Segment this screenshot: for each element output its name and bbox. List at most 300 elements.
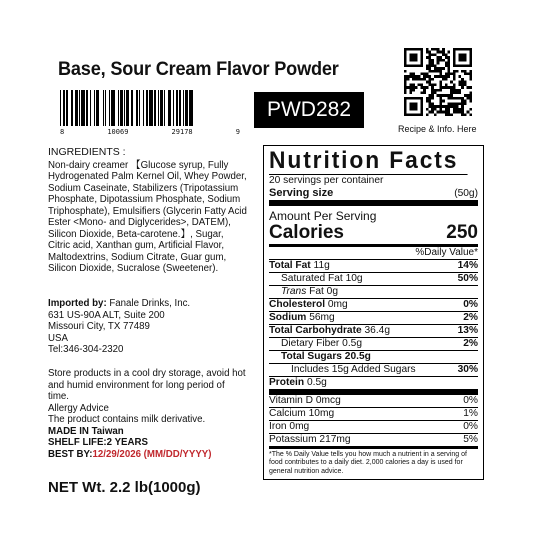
qr-module xyxy=(426,48,429,51)
qr-module xyxy=(458,83,461,86)
qr-module xyxy=(450,81,453,84)
qr-module xyxy=(450,94,453,97)
nutrient-dv: 30% xyxy=(457,364,478,375)
qr-module xyxy=(439,105,442,108)
qr-module xyxy=(439,102,442,105)
qr-module xyxy=(442,48,445,51)
qr-module xyxy=(423,75,426,78)
qr-module xyxy=(437,56,440,59)
qr-module xyxy=(442,100,445,103)
qr-module xyxy=(450,92,453,95)
qr-module xyxy=(464,102,467,105)
qr-module xyxy=(437,94,440,97)
qr-module xyxy=(448,86,451,89)
qr-module xyxy=(431,64,434,67)
qr-module xyxy=(431,78,434,81)
qr-module xyxy=(461,100,464,103)
qr-module xyxy=(469,92,472,95)
qr-module xyxy=(458,81,461,84)
importer-section xyxy=(48,298,248,356)
qr-module xyxy=(428,67,431,70)
allergy-title: Allergy Advice xyxy=(48,402,109,414)
barcode-digit-group: 29178 xyxy=(171,128,193,136)
qr-module xyxy=(404,86,407,89)
qr-module xyxy=(467,94,470,97)
qr-module xyxy=(448,111,451,114)
qr-module xyxy=(453,102,456,105)
qr-module xyxy=(434,53,437,56)
nutrient-dv: 0% xyxy=(463,299,478,310)
nutrient-label: Saturated Fat xyxy=(281,273,343,284)
ingredients-text: Non-dairy creamer 【Glucose syrup, Fully Hydrogenated Palm Kernel Oil, Whey Powder, Sodium Caseinate, Stabilizers (Tripotassium Phosphate, Dipotassium Phosphate, Sodium Triphosphate), Emulsifiers (Glycerin Fatty Acid Ester <Mono- and Diglycerides>, DATEM), Silicon Dioxide, Beta-carotene.】, Sugar, Citric acid, Xanthan gum, Artificial Flavor, Maltodextrins, Sodium Citrate, Guar gum, Silicon Dioxide, Sucralose (Sweetener). xyxy=(48,159,247,274)
importer-address-line: Missouri City, TX 77489 xyxy=(48,321,150,332)
nutrient-dv: 13% xyxy=(457,325,478,336)
nutrient-amount: 11g xyxy=(313,260,330,271)
qr-module xyxy=(428,75,431,78)
nutrient-amount: 10mg xyxy=(308,408,335,419)
qr-label: Recipe & Info. Here xyxy=(398,124,477,134)
qr-module xyxy=(437,51,440,54)
qr-module xyxy=(439,70,442,73)
qr-module xyxy=(431,97,434,100)
qr-module xyxy=(461,111,464,114)
qr-module xyxy=(428,64,431,67)
qr-module xyxy=(442,78,445,81)
importer-name: Fanale Drinks, Inc. xyxy=(106,298,191,309)
qr-module xyxy=(456,111,459,114)
qr-module xyxy=(453,108,456,111)
qr-module xyxy=(415,78,418,81)
qr-module xyxy=(453,92,456,95)
qr-module xyxy=(426,97,429,100)
barcode-digits xyxy=(60,128,240,136)
qr-module xyxy=(437,75,440,78)
nutrient-amount: 0.5g xyxy=(306,377,327,388)
nutrient-dv: 2% xyxy=(463,312,478,323)
vitamin-row xyxy=(269,421,478,434)
qr-module xyxy=(404,92,407,95)
qr-module xyxy=(453,86,456,89)
qr-module xyxy=(426,72,429,75)
qr-module xyxy=(445,75,448,78)
nutrient-amount: Fat 0g xyxy=(306,286,339,297)
qr-module xyxy=(437,89,440,92)
qr-module xyxy=(458,111,461,114)
qr-module xyxy=(439,89,442,92)
qr-module xyxy=(461,105,464,108)
qr-module xyxy=(437,67,440,70)
nutrient-label: Calcium xyxy=(269,408,306,419)
qr-module xyxy=(428,51,431,54)
qr-module xyxy=(461,86,464,89)
qr-module xyxy=(412,86,415,89)
qr-module xyxy=(445,78,448,81)
qr-module xyxy=(439,108,442,111)
qr-module xyxy=(450,86,453,89)
qr-module xyxy=(442,111,445,114)
qr-module xyxy=(426,113,429,116)
qr-module xyxy=(426,56,429,59)
qr-module xyxy=(428,62,431,65)
qr-module xyxy=(453,111,456,114)
qr-module xyxy=(428,100,431,103)
nutrient-row xyxy=(269,338,478,351)
qr-module xyxy=(445,83,448,86)
qr-module xyxy=(453,70,456,73)
qr-finder xyxy=(409,102,417,110)
qr-module xyxy=(469,86,472,89)
qr-module xyxy=(458,92,461,95)
daily-value-header: %Daily Value* xyxy=(269,247,478,260)
nutrient-dv: 2% xyxy=(463,338,478,349)
nutrient-label: Total Carbohydrate xyxy=(269,325,362,336)
qr-module xyxy=(418,78,421,81)
qr-module xyxy=(434,92,437,95)
barcode-bar xyxy=(193,90,194,126)
qr-module xyxy=(418,83,421,86)
qr-module xyxy=(448,102,451,105)
nutrient-amount: 20.5g xyxy=(344,351,371,362)
nutrient-row xyxy=(269,377,478,395)
qr-module xyxy=(434,75,437,78)
qr-module xyxy=(464,113,467,116)
qr-module xyxy=(439,111,442,114)
qr-module xyxy=(469,72,472,75)
importer-label: Imported by: xyxy=(48,298,107,309)
ingredients-title: INGREDIENTS : xyxy=(48,146,126,158)
nutrient-amount: 0mcg xyxy=(315,395,341,406)
nutrient-row xyxy=(269,312,478,325)
qr-module xyxy=(426,86,429,89)
qr-module xyxy=(431,105,434,108)
qr-module xyxy=(426,64,429,67)
qr-module xyxy=(442,86,445,89)
qr-module xyxy=(453,83,456,86)
qr-module xyxy=(448,105,451,108)
qr-module xyxy=(431,102,434,105)
qr-module xyxy=(439,86,442,89)
qr-module xyxy=(434,108,437,111)
qr-module xyxy=(431,53,434,56)
calories-row xyxy=(269,222,478,247)
qr-module xyxy=(404,78,407,81)
nutrient-dv: 1% xyxy=(463,408,478,419)
qr-module xyxy=(431,83,434,86)
qr-module xyxy=(415,75,418,78)
nutrient-label: Vitamin D xyxy=(269,395,313,406)
qr-module xyxy=(426,67,429,70)
qr-module xyxy=(453,72,456,75)
qr-module xyxy=(445,53,448,56)
qr-module xyxy=(469,97,472,100)
qr-module xyxy=(428,94,431,97)
storage-text: Store products in a cool dry storage, avoid hot and humid environment for long period of time. xyxy=(48,368,246,402)
barcode-icon xyxy=(60,90,240,138)
qr-module xyxy=(467,72,470,75)
qr-module xyxy=(426,108,429,111)
vitamin-row xyxy=(269,408,478,421)
serving-size-row xyxy=(269,187,478,206)
qr-module xyxy=(426,81,429,84)
qr-module xyxy=(456,92,459,95)
qr-module xyxy=(407,86,410,89)
nutrient-dv: 14% xyxy=(457,260,478,271)
qr-module xyxy=(439,75,442,78)
qr-module xyxy=(431,62,434,65)
qr-module xyxy=(450,89,453,92)
qr-module xyxy=(458,75,461,78)
qr-code-icon[interactable] xyxy=(404,48,472,116)
nutrient-dv: 5% xyxy=(463,434,478,445)
product-title: Base, Sour Cream Flavor Powder xyxy=(58,58,339,80)
nutrient-amount: 36.4g xyxy=(364,325,390,336)
qr-module xyxy=(461,81,464,84)
qr-module xyxy=(412,89,415,92)
qr-module xyxy=(404,81,407,84)
qr-module xyxy=(439,59,442,62)
qr-module xyxy=(448,70,451,73)
qr-module xyxy=(423,92,426,95)
qr-module xyxy=(428,97,431,100)
qr-module xyxy=(434,113,437,116)
qr-module xyxy=(453,97,456,100)
qr-module xyxy=(445,105,448,108)
qr-module xyxy=(428,56,431,59)
qr-module xyxy=(456,97,459,100)
qr-module xyxy=(404,75,407,78)
qr-module xyxy=(448,51,451,54)
qr-module xyxy=(423,72,426,75)
qr-module xyxy=(409,92,412,95)
qr-module xyxy=(439,97,442,100)
qr-module xyxy=(445,113,448,116)
shelf-life: SHELF LIFE:2 YEARS xyxy=(48,437,148,448)
qr-module xyxy=(439,56,442,59)
qr-module xyxy=(445,86,448,89)
qr-module xyxy=(412,78,415,81)
ingredients-section xyxy=(48,147,248,275)
qr-module xyxy=(437,62,440,65)
qr-module xyxy=(409,89,412,92)
qr-module xyxy=(409,83,412,86)
qr-module xyxy=(409,75,412,78)
qr-module xyxy=(442,59,445,62)
product-code-badge: PWD282 xyxy=(254,92,364,128)
qr-module xyxy=(458,89,461,92)
nutrient-label: Sodium xyxy=(269,312,307,323)
qr-module xyxy=(431,111,434,114)
nutrient-row xyxy=(269,325,478,338)
nutrient-label: Cholesterol xyxy=(269,299,326,310)
qr-module xyxy=(461,78,464,81)
qr-module xyxy=(420,78,423,81)
barcode-digit-group: 10069 xyxy=(107,128,129,136)
qr-module xyxy=(461,97,464,100)
qr-module xyxy=(434,83,437,86)
nutrient-amount: 0mg xyxy=(289,421,310,432)
qr-module xyxy=(437,105,440,108)
qr-module xyxy=(469,100,472,103)
qr-module xyxy=(448,94,451,97)
qr-module xyxy=(467,97,470,100)
qr-module xyxy=(439,51,442,54)
qr-module xyxy=(423,78,426,81)
qr-module xyxy=(469,70,472,73)
qr-module xyxy=(431,94,434,97)
qr-module xyxy=(442,94,445,97)
qr-module xyxy=(426,75,429,78)
qr-module xyxy=(469,75,472,78)
amount-per-serving: Amount Per Serving xyxy=(269,209,377,223)
qr-module xyxy=(404,83,407,86)
barcode-digit-group: 9 xyxy=(235,128,240,136)
qr-module xyxy=(461,102,464,105)
best-by-date: 12/29/2026 (MM/DD/YYYY) xyxy=(92,448,212,460)
qr-module xyxy=(464,100,467,103)
qr-module xyxy=(448,59,451,62)
qr-module xyxy=(426,51,429,54)
net-weight: NET Wt. 2.2 lb(1000g) xyxy=(48,479,201,496)
qr-module xyxy=(404,89,407,92)
qr-module xyxy=(407,78,410,81)
qr-module xyxy=(426,100,429,103)
importer-country: USA xyxy=(48,332,68,344)
qr-module xyxy=(431,92,434,95)
qr-module xyxy=(439,94,442,97)
qr-module xyxy=(434,48,437,51)
qr-module xyxy=(453,78,456,81)
qr-module xyxy=(428,102,431,105)
barcode-bars xyxy=(60,90,240,126)
nutrient-label: Total Sugars xyxy=(281,351,342,362)
best-by-label: BEST BY: xyxy=(48,448,93,460)
nutrient-dv: 0% xyxy=(463,395,478,406)
qr-module xyxy=(434,105,437,108)
qr-module xyxy=(445,56,448,59)
qr-module xyxy=(423,89,426,92)
qr-finder xyxy=(458,53,466,61)
calories-label: Calories xyxy=(269,222,344,243)
allergy-text: The product contains milk derivative. xyxy=(48,414,206,425)
qr-module xyxy=(450,97,453,100)
qr-module xyxy=(456,70,459,73)
vitamin-row xyxy=(269,434,478,449)
qr-module xyxy=(418,75,421,78)
qr-module xyxy=(431,59,434,62)
qr-module xyxy=(469,113,472,116)
nutrient-amount: 10g xyxy=(345,273,363,284)
nutrient-row xyxy=(269,273,478,286)
serving-size-label: Serving size xyxy=(269,187,334,199)
qr-module xyxy=(448,67,451,70)
qr-module xyxy=(428,59,431,62)
qr-module xyxy=(439,83,442,86)
nutrient-amount: 0.5g xyxy=(342,338,362,349)
qr-module xyxy=(456,89,459,92)
daily-value-footnote: *The % Daily Value tells you how much a nutrient in a serving of food contributes to a daily diet. 2,000 calories a day is used for general nutrition advice. xyxy=(269,451,467,475)
qr-module xyxy=(456,102,459,105)
qr-module xyxy=(450,102,453,105)
nutrient-row xyxy=(269,351,478,364)
qr-module xyxy=(448,113,451,116)
storage-section xyxy=(48,368,248,460)
qr-module xyxy=(458,102,461,105)
nutrient-label: Trans xyxy=(281,286,307,297)
nutrient-amount: 217mg xyxy=(319,434,351,445)
qr-module xyxy=(428,105,431,108)
qr-module xyxy=(448,97,451,100)
qr-module xyxy=(467,86,470,89)
qr-module xyxy=(420,92,423,95)
nutrient-label: Iron xyxy=(269,421,287,432)
qr-module xyxy=(437,111,440,114)
nutrient-label: Protein xyxy=(269,377,305,388)
qr-module xyxy=(428,53,431,56)
nutrient-row xyxy=(269,299,478,312)
qr-module xyxy=(464,83,467,86)
calories-value: 250 xyxy=(446,222,478,243)
nutrient-row xyxy=(269,286,478,299)
qr-module xyxy=(450,105,453,108)
vitamin-row xyxy=(269,395,478,408)
qr-module xyxy=(409,86,412,89)
qr-module xyxy=(409,72,412,75)
nutrient-label: Includes 15g Added Sugars xyxy=(291,364,416,375)
qr-module xyxy=(445,72,448,75)
qr-module xyxy=(437,59,440,62)
qr-module xyxy=(404,70,407,73)
qr-module xyxy=(464,81,467,84)
qr-module xyxy=(453,89,456,92)
qr-module xyxy=(434,70,437,73)
qr-module xyxy=(456,105,459,108)
qr-module xyxy=(442,67,445,70)
nutrient-label: Total Fat xyxy=(269,260,311,271)
qr-module xyxy=(448,72,451,75)
qr-module xyxy=(420,72,423,75)
qr-module xyxy=(448,56,451,59)
qr-module xyxy=(428,70,431,73)
qr-module xyxy=(448,75,451,78)
qr-module xyxy=(412,75,415,78)
qr-module xyxy=(415,86,418,89)
qr-module xyxy=(445,94,448,97)
qr-module xyxy=(445,108,448,111)
qr-module xyxy=(431,86,434,89)
nutrient-dv: 50% xyxy=(457,273,478,284)
nutrient-dv: 0% xyxy=(463,421,478,432)
qr-module xyxy=(464,72,467,75)
nutrition-facts-panel xyxy=(263,145,484,480)
qr-module xyxy=(464,94,467,97)
made-in: MADE IN Taiwan xyxy=(48,425,124,437)
nutrition-facts-title: Nutrition Facts xyxy=(269,148,468,175)
qr-module xyxy=(456,108,459,111)
qr-module xyxy=(420,83,423,86)
qr-module xyxy=(448,108,451,111)
qr-module xyxy=(453,75,456,78)
qr-module xyxy=(439,100,442,103)
nutrient-row xyxy=(269,364,478,377)
qr-module xyxy=(448,64,451,67)
qr-module xyxy=(434,64,437,67)
qr-module xyxy=(434,67,437,70)
qr-module xyxy=(469,94,472,97)
qr-module xyxy=(407,75,410,78)
nutrient-amount: 56mg xyxy=(309,312,335,323)
qr-module xyxy=(431,48,434,51)
qr-module xyxy=(461,108,464,111)
